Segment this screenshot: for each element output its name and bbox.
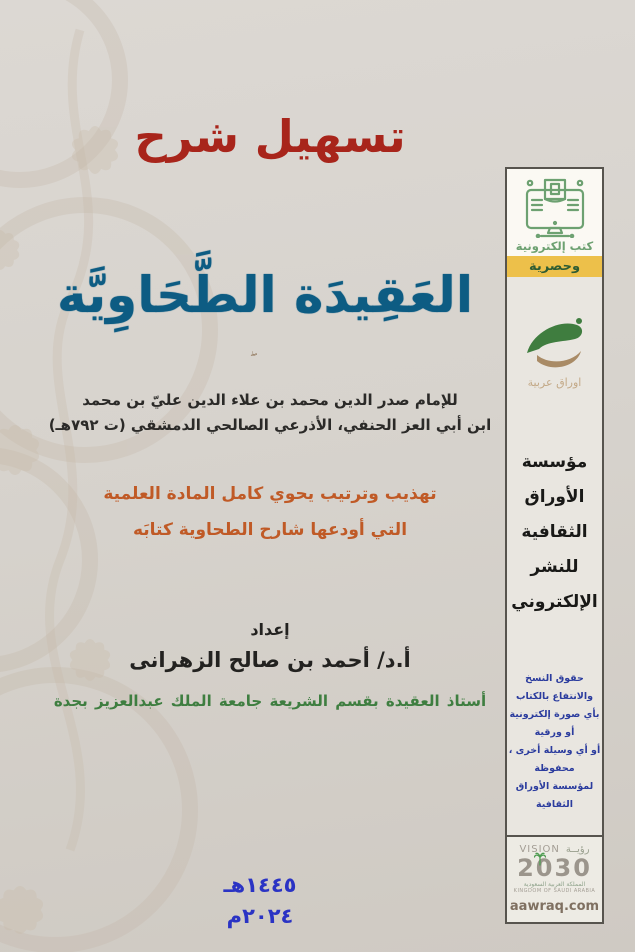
- preparer-affiliation: أستاذ العقيدة بقسم الشريعة جامعة الملك عبدالعزيز بجدة: [53, 692, 487, 710]
- copyright-notice: [509, 670, 601, 814]
- vision-2030-section: [507, 835, 602, 922]
- copyright-line-4: لمؤسسة الأوراق الثقافية: [515, 781, 594, 810]
- ebook-monitor-icon: [523, 176, 587, 238]
- subtitle-block: [20, 476, 520, 548]
- author-line-2: ابن أبي العز الحنفي، الأذرعي الصالحي الدمشقي (ت ٧٩٢هـ): [48, 416, 492, 434]
- vision-2030-year: 2030: [517, 854, 592, 882]
- publication-date: [195, 870, 325, 932]
- publisher-word-5: الإلكتروني: [511, 592, 598, 612]
- awraq-logo-text: اوراق عربية: [527, 376, 582, 389]
- copyright-line-2: بأي صورة إلكترونية أو ورقية: [509, 709, 600, 738]
- publisher-website: aawraq.com: [509, 899, 600, 914]
- ebook-panel: [507, 169, 602, 256]
- copyright-line-1: حقوق النسخ والانتفاع بالكتاب: [515, 673, 594, 702]
- preparer-name: أ.د/ أحمد بن صالح الزهرانى: [129, 648, 411, 672]
- year-gregorian: ٢٠٢٤م: [226, 904, 294, 928]
- copyright-line-3: أو أي وسيلة أخرى ، محفوظة: [508, 745, 601, 774]
- prepared-by-label: إعداد: [250, 620, 290, 639]
- publisher-word-4: للنشر: [530, 557, 579, 577]
- subtitle-line-2: التي أودعها شارح الطحاوية كتابَه: [132, 520, 408, 540]
- author-block: [20, 388, 520, 438]
- publisher-sidebar: [505, 167, 604, 924]
- awraq-logo-block: [519, 317, 591, 389]
- palm-tree-icon: [534, 852, 546, 866]
- vision-ar-label: رؤيــة: [565, 844, 590, 855]
- publisher-word-2: الأوراق: [524, 487, 585, 507]
- publisher-word-1: مؤسسة: [521, 452, 588, 472]
- prepared-by-block: [20, 620, 520, 672]
- subtitle-line-1: تهذيب وترتيب يحوي كامل المادة العلمية: [103, 484, 437, 504]
- ebook-label: كتب إلكترونية: [515, 239, 594, 253]
- publisher-name: [511, 445, 597, 620]
- author-line-1: للإمام صدر الدين محمد بن علاء الدين عليّ بن محمد: [82, 391, 458, 409]
- kingdom-name-arabic: المملكة العربية السعودية: [523, 881, 586, 888]
- kingdom-name-english: KINGDOM OF SAUDI ARABIA: [513, 888, 596, 894]
- book-main-title: العَقِيدَة الطَّحَاوِيَّة: [57, 266, 473, 324]
- awraq-arabia-logo-icon: [519, 317, 591, 373]
- series-title: تسهيل شرح: [134, 110, 406, 163]
- exclusive-badge: وحصرية: [507, 256, 602, 277]
- year-hijri: ١٤٤٥هـ: [223, 873, 297, 897]
- publisher-word-3: الثقافية: [521, 522, 588, 542]
- vision-en-label: VISION: [519, 844, 560, 855]
